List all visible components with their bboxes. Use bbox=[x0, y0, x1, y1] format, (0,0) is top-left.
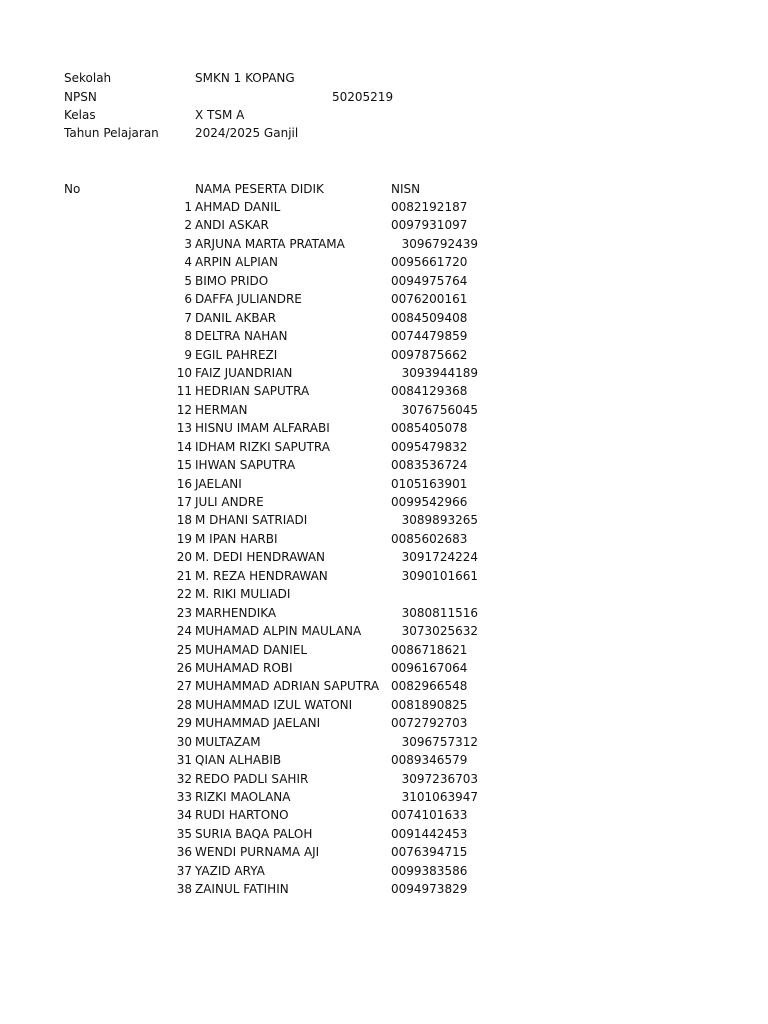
student-name: M. DEDI HENDRAWAN bbox=[195, 550, 326, 565]
table-row bbox=[0, 641, 768, 659]
student-nisn: 0105163901 bbox=[391, 476, 468, 491]
kelas-label: Kelas bbox=[64, 108, 96, 122]
table-row bbox=[0, 309, 768, 327]
student-nisn: 0095479832 bbox=[391, 439, 468, 454]
student-nisn: 0082192187 bbox=[391, 200, 468, 214]
student-name: ARJUNA MARTA PRATAMA bbox=[195, 236, 345, 251]
row-number: 15 bbox=[176, 458, 192, 473]
student-name: M DHANI SATRIADI bbox=[195, 513, 308, 528]
student-name: M. REZA HENDRAWAN bbox=[195, 568, 328, 583]
row-number: 30 bbox=[176, 734, 192, 749]
student-name: JAELANI bbox=[195, 476, 242, 491]
info-npsn-row bbox=[64, 88, 464, 106]
table-row bbox=[0, 696, 768, 714]
student-nisn: 3101063947 bbox=[401, 790, 478, 804]
row-number: 4 bbox=[184, 255, 192, 270]
student-name: ANDI ASKAR bbox=[195, 218, 269, 233]
student-name: FAIZ JUANDRIAN bbox=[195, 365, 293, 380]
student-name: ARPIN ALPIAN bbox=[195, 255, 278, 270]
student-name: RUDI HARTONO bbox=[195, 808, 289, 823]
student-name: M. RIKI MULIADI bbox=[195, 587, 291, 602]
table-row bbox=[0, 585, 768, 603]
student-name: QIAN ALHABIB bbox=[195, 753, 282, 768]
table-row bbox=[0, 253, 768, 271]
student-name: YAZID ARYA bbox=[195, 863, 265, 878]
student-nisn: 3080811516 bbox=[401, 605, 478, 620]
table-row bbox=[0, 770, 768, 788]
row-number: 14 bbox=[176, 439, 192, 454]
student-name: WENDI PURNAMA AJI bbox=[195, 845, 320, 860]
student-name: MUHAMAD DANIEL bbox=[195, 642, 308, 657]
table-row bbox=[0, 567, 768, 585]
student-name: MUHAMMAD JAELANI bbox=[195, 716, 321, 731]
table-row bbox=[0, 216, 768, 234]
row-number: 16 bbox=[176, 476, 192, 491]
table-row bbox=[0, 438, 768, 456]
student-name: M IPAN HARBI bbox=[195, 531, 278, 546]
student-name: MUHAMMAD ADRIAN SAPUTRA bbox=[195, 679, 380, 694]
student-table bbox=[0, 198, 768, 899]
row-number: 34 bbox=[176, 808, 192, 823]
table-row bbox=[0, 475, 768, 493]
table-row bbox=[0, 788, 768, 806]
student-name: EGIL PAHREZI bbox=[195, 347, 278, 362]
row-number: 23 bbox=[176, 605, 192, 620]
info-kelas-row bbox=[64, 106, 464, 124]
student-nisn: 3093944189 bbox=[401, 365, 478, 380]
header-nisn: NISN bbox=[391, 182, 421, 196]
student-name: MUHAMAD ALPIN MAULANA bbox=[195, 624, 362, 639]
table-row bbox=[0, 714, 768, 732]
row-number: 24 bbox=[176, 624, 192, 639]
npsn-label: NPSN bbox=[64, 90, 97, 104]
row-number: 25 bbox=[176, 642, 192, 657]
row-number: 28 bbox=[176, 697, 192, 712]
table-row bbox=[0, 751, 768, 769]
table-row bbox=[0, 862, 768, 880]
student-nisn: 0099542966 bbox=[391, 495, 468, 509]
table-row bbox=[0, 198, 768, 216]
row-number: 20 bbox=[176, 550, 192, 565]
row-number: 7 bbox=[184, 310, 192, 325]
student-nisn: 0095661720 bbox=[391, 255, 468, 270]
student-nisn: 0084129368 bbox=[391, 384, 468, 399]
row-number: 22 bbox=[176, 587, 192, 602]
row-number: 9 bbox=[184, 347, 192, 362]
student-name: HERMAN bbox=[195, 402, 248, 417]
tahun-pelajaran-value: 2024/2025 Ganjil bbox=[195, 126, 299, 140]
student-nisn: 3096757312 bbox=[401, 734, 478, 749]
student-nisn: 3096792439 bbox=[401, 236, 478, 251]
table-row bbox=[0, 604, 768, 622]
row-number: 10 bbox=[176, 365, 192, 380]
table-row bbox=[0, 456, 768, 474]
student-nisn: 0096167064 bbox=[391, 660, 468, 675]
table-row bbox=[0, 235, 768, 253]
row-number: 21 bbox=[176, 568, 192, 583]
table-row bbox=[0, 493, 768, 511]
student-name: HEDRIAN SAPUTRA bbox=[195, 384, 310, 399]
table-row bbox=[0, 677, 768, 695]
student-nisn: 0097931097 bbox=[391, 218, 468, 233]
student-nisn: 0094973829 bbox=[391, 882, 468, 897]
student-nisn: 0083536724 bbox=[391, 458, 468, 473]
student-nisn: 0074101633 bbox=[391, 808, 468, 823]
student-name: MUHAMAD ROBI bbox=[195, 660, 293, 675]
row-number: 38 bbox=[176, 882, 192, 897]
student-nisn: 0076200161 bbox=[391, 292, 468, 307]
student-nisn: 0091442453 bbox=[391, 826, 468, 841]
student-name: AHMAD DANIL bbox=[195, 200, 281, 214]
student-name: MARHENDIKA bbox=[195, 605, 277, 620]
table-row bbox=[0, 401, 768, 419]
row-number: 6 bbox=[184, 292, 192, 307]
sekolah-label: Sekolah bbox=[64, 71, 112, 85]
row-number: 31 bbox=[176, 753, 192, 768]
npsn-value: 50205219 bbox=[332, 90, 394, 104]
student-name: DELTRA NAHAN bbox=[195, 329, 288, 344]
row-number: 36 bbox=[176, 845, 192, 860]
student-name: JULI ANDRE bbox=[195, 495, 264, 509]
table-row bbox=[0, 272, 768, 290]
table-row bbox=[0, 843, 768, 861]
student-nisn: 0074479859 bbox=[391, 329, 468, 344]
student-name: IDHAM RIZKI SAPUTRA bbox=[195, 439, 330, 454]
table-row bbox=[0, 806, 768, 824]
tahun-pelajaran-label: Tahun Pelajaran bbox=[64, 126, 159, 140]
student-nisn: 0085405078 bbox=[391, 421, 468, 436]
student-nisn: 0086718621 bbox=[391, 642, 468, 657]
student-nisn: 3091724224 bbox=[401, 550, 478, 565]
row-number: 19 bbox=[176, 531, 192, 546]
row-number: 3 bbox=[184, 236, 192, 251]
student-name: RIZKI MAOLANA bbox=[195, 790, 291, 804]
student-nisn: 0085602683 bbox=[391, 531, 468, 546]
student-nisn: 3076756045 bbox=[401, 402, 478, 417]
info-tahun-row bbox=[64, 124, 464, 142]
student-name: DAFFA JULIANDRE bbox=[195, 292, 302, 307]
student-name: REDO PADLI SAHIR bbox=[195, 771, 309, 786]
student-name: MUHAMMAD IZUL WATONI bbox=[195, 697, 353, 712]
student-nisn: 0084509408 bbox=[391, 310, 468, 325]
table-row bbox=[0, 346, 768, 364]
student-name: ZAINUL FATIHIN bbox=[195, 882, 289, 897]
row-number: 37 bbox=[176, 863, 192, 878]
table-row bbox=[0, 825, 768, 843]
student-name: HISNU IMAM ALFARABI bbox=[195, 421, 330, 436]
table-row bbox=[0, 290, 768, 308]
student-nisn: 0097875662 bbox=[391, 347, 468, 362]
row-number: 11 bbox=[176, 384, 192, 399]
table-row bbox=[0, 382, 768, 400]
table-row bbox=[0, 548, 768, 566]
student-nisn: 0099383586 bbox=[391, 863, 468, 878]
sekolah-value: SMKN 1 KOPANG bbox=[195, 71, 295, 85]
table-row bbox=[0, 733, 768, 751]
table-row bbox=[0, 327, 768, 345]
row-number: 12 bbox=[176, 402, 192, 417]
student-nisn: 0072792703 bbox=[391, 716, 468, 731]
row-number: 8 bbox=[184, 329, 192, 344]
row-number: 5 bbox=[184, 273, 192, 288]
table-row bbox=[0, 419, 768, 437]
student-nisn: 0081890825 bbox=[391, 697, 468, 712]
row-number: 29 bbox=[176, 716, 192, 731]
row-number: 35 bbox=[176, 826, 192, 841]
student-name: IHWAN SAPUTRA bbox=[195, 458, 296, 473]
student-nisn: 3090101661 bbox=[401, 568, 478, 583]
table-row bbox=[0, 880, 768, 898]
table-row bbox=[0, 364, 768, 382]
student-nisn: 0094975764 bbox=[391, 273, 468, 288]
row-number: 1 bbox=[184, 200, 192, 214]
student-nisn: 0089346579 bbox=[391, 753, 468, 768]
row-number: 18 bbox=[176, 513, 192, 528]
student-nisn: 3073025632 bbox=[401, 624, 478, 639]
table-row bbox=[0, 659, 768, 677]
header-name: NAMA PESERTA DIDIK bbox=[195, 182, 324, 196]
student-name: MULTAZAM bbox=[195, 734, 261, 749]
student-name: SURIA BAQA PALOH bbox=[195, 826, 313, 841]
header-no: No bbox=[64, 182, 81, 196]
kelas-value: X TSM A bbox=[195, 108, 245, 122]
student-nisn: 0082966548 bbox=[391, 679, 468, 694]
row-number: 17 bbox=[176, 495, 192, 509]
table-row bbox=[0, 530, 768, 548]
row-number: 27 bbox=[176, 679, 192, 694]
table-row bbox=[0, 511, 768, 529]
row-number: 32 bbox=[176, 771, 192, 786]
student-name: DANIL AKBAR bbox=[195, 310, 277, 325]
row-number: 33 bbox=[176, 790, 192, 804]
student-name: BIMO PRIDO bbox=[195, 273, 269, 288]
student-nisn: 0076394715 bbox=[391, 845, 468, 860]
student-nisn: 3089893265 bbox=[401, 513, 478, 528]
info-sekolah-row bbox=[64, 69, 464, 87]
table-row bbox=[0, 622, 768, 640]
row-number: 2 bbox=[184, 218, 192, 233]
row-number: 13 bbox=[176, 421, 192, 436]
row-number: 26 bbox=[176, 660, 192, 675]
student-nisn: 3097236703 bbox=[401, 771, 478, 786]
